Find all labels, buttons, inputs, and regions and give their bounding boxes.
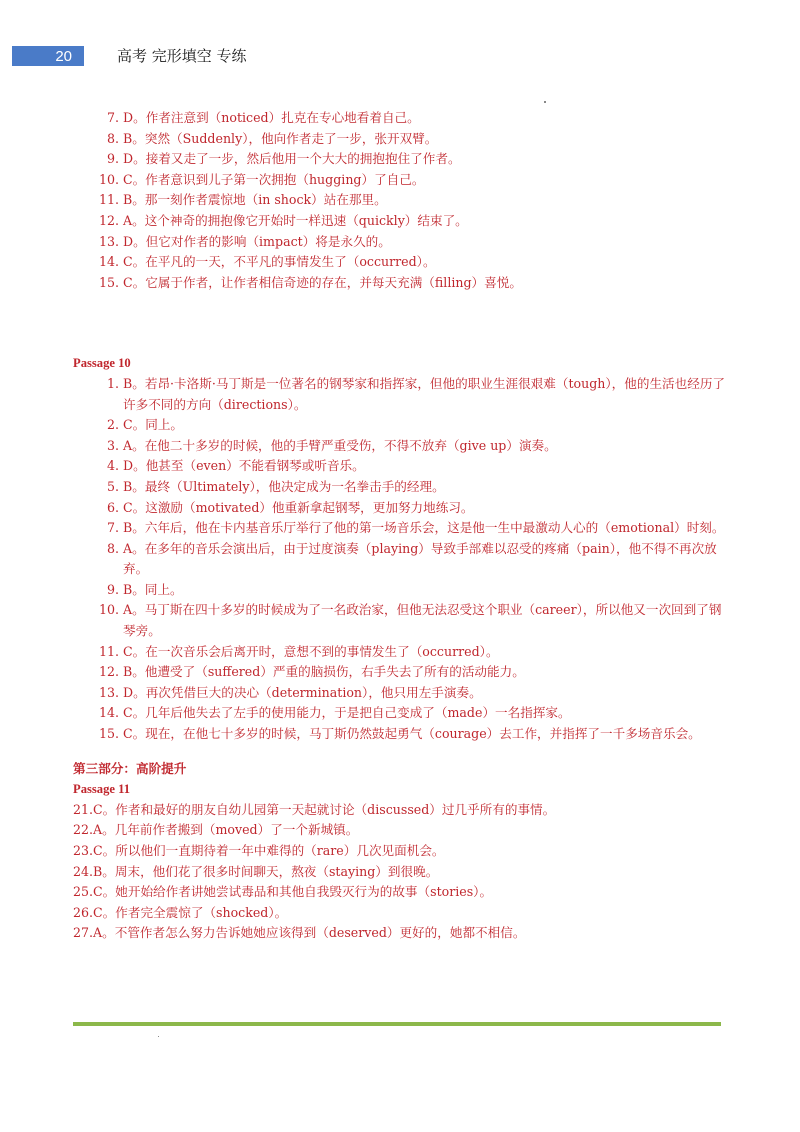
- item-text: D。作者注意到（noticed）扎克在专心地看着自己。: [123, 110, 420, 125]
- answer-item: [73, 703, 733, 724]
- item-text: B。若昂·卡洛斯·马丁斯是一位著名的钢琴家和指挥家，但他的职业生涯很艰难（tough），他的生活也经历了许多不同的方向（directions）。: [123, 375, 726, 412]
- answer-item: [73, 662, 733, 683]
- item-text: C。作者和最好的朋友自幼儿园第一天起就讨论（discussed）过几乎所有的事情。: [93, 801, 556, 817]
- answer-item: [73, 170, 733, 191]
- item-number: 13.: [98, 233, 119, 249]
- answer-item: [73, 232, 733, 253]
- item-number: 7.: [106, 520, 119, 536]
- answer-item: [73, 415, 733, 436]
- item-number: 7.: [106, 110, 119, 125]
- section-3-title: 第三部分：高阶提升: [73, 760, 187, 776]
- item-text: D。接着又走了一步，然后他用一个大大的拥抱抱住了作者。: [123, 151, 461, 167]
- item-text: C。这激励（motivated）他重新拿起钢琴，更加努力地练习。: [123, 499, 474, 515]
- item-number: 11.: [98, 192, 119, 208]
- passage-10-answers: [73, 374, 733, 745]
- answer-item: [73, 642, 733, 663]
- item-text: D。他甚至（even）不能看钢琴或听音乐。: [123, 458, 365, 474]
- item-number: 21.: [73, 801, 94, 817]
- answer-item: [73, 374, 733, 415]
- item-number: 9.: [106, 581, 119, 597]
- item-number: 8.: [106, 130, 119, 146]
- answer-item: [73, 600, 733, 641]
- item-text: C。几年后他失去了左手的使用能力，于是把自己变成了（made）一名指挥家。: [123, 705, 571, 721]
- item-text: A。马丁斯在四十多岁的时候成为了一名政治家，但他无法忍受这个职业（career），所以他又一次回到了钢琴旁。: [123, 602, 722, 639]
- item-text: A。这个神奇的拥抱像它开始时一样迅速（quickly）结束了。: [123, 212, 468, 228]
- item-text: B。六年后，他在卡内基音乐厅举行了他的第一场音乐会，这是他一生中最激动人心的（emotional）时刻。: [123, 520, 725, 536]
- item-number: 10.: [98, 602, 119, 618]
- item-number: 24.: [73, 863, 94, 879]
- item-text: A。几年前作者搬到（moved）了一个新城镇。: [93, 822, 359, 838]
- item-text: B。同上。: [123, 581, 183, 597]
- item-number: 22.: [73, 822, 94, 838]
- item-text: B。最终（Ultimately），他决定成为一名拳击手的经理。: [123, 478, 445, 494]
- answer-item: [73, 862, 733, 883]
- item-text: C。在一次音乐会后离开时，意想不到的事情发生了（occurred）。: [123, 643, 499, 659]
- answer-item: [73, 903, 733, 924]
- item-number: 14.: [98, 254, 119, 270]
- answer-item: [73, 190, 733, 211]
- answer-item: [73, 108, 733, 129]
- item-text: B。周末，他们花了很多时间聊天，熬夜（staying）到很晚。: [93, 863, 439, 879]
- page-number-badge: [12, 46, 84, 66]
- item-number: 23.: [73, 843, 94, 858]
- item-number: 2.: [106, 417, 119, 433]
- answer-item: [73, 841, 733, 862]
- page-number: 20: [55, 47, 72, 65]
- item-number: 13.: [98, 684, 119, 700]
- item-text: C。作者意识到儿子第一次拥抱（hugging）了自己。: [123, 171, 425, 187]
- item-text: B。那一刻作者震惊地（in shock）站在那里。: [123, 192, 387, 208]
- item-number: 9.: [106, 151, 119, 167]
- item-text: A。在多年的音乐会演出后，由于过度演奏（playing）导致手部难以忍受的疼痛（pain），他不得不再次放弃。: [123, 540, 717, 577]
- answer-item: [73, 129, 733, 150]
- answer-item: [73, 273, 733, 294]
- item-number: 6.: [106, 499, 119, 515]
- answer-item: [73, 477, 733, 498]
- answer-item: [73, 820, 733, 841]
- answer-list-continued: [73, 108, 733, 293]
- answer-item: [73, 518, 733, 539]
- item-text: D。但它对作者的影响（impact）将是永久的。: [123, 233, 391, 249]
- item-text: C。她开始给作者讲她尝试毒品和其他自我毁灭行为的故事（stories）。: [93, 884, 493, 900]
- item-number: 1.: [106, 375, 119, 391]
- item-text: D。再次凭借巨大的决心（determination），他只用左手演奏。: [123, 684, 482, 700]
- item-number: 12.: [98, 212, 119, 228]
- answer-item: [73, 724, 733, 745]
- answer-item: [73, 211, 733, 232]
- passage-11-answers: [73, 800, 733, 944]
- answer-item: [73, 683, 733, 704]
- item-number: 3.: [106, 437, 119, 453]
- item-number: 11.: [98, 643, 119, 659]
- item-number: 14.: [98, 705, 119, 721]
- item-text: B。他遭受了（suffered）严重的脑损伤，右手失去了所有的活动能力。: [123, 664, 525, 680]
- item-text: C。同上。: [123, 417, 184, 433]
- answer-content: [73, 108, 733, 944]
- item-number: 15.: [98, 726, 119, 742]
- item-number: 15.: [98, 274, 119, 290]
- answer-item: [73, 539, 733, 580]
- answer-item: [73, 580, 733, 601]
- item-number: 12.: [98, 664, 119, 680]
- item-number: 25.: [73, 884, 94, 900]
- item-number: 8.: [106, 540, 119, 556]
- item-text: C。在平凡的一天，不平凡的事情发生了（occurred）。: [123, 254, 436, 270]
- item-text: C。所以他们一直期待着一年中难得的（rare）几次见面机会。: [93, 843, 445, 858]
- item-text: A。不管作者怎么努力告诉她她应该得到（deserved）更好的，她都不相信。: [93, 925, 526, 941]
- item-number: 27.: [73, 925, 94, 941]
- scan-dot: [544, 101, 546, 103]
- item-number: 5.: [106, 478, 119, 494]
- answer-item: [73, 800, 733, 821]
- answer-item: [73, 436, 733, 457]
- scan-dot: [158, 1036, 159, 1037]
- item-text: C。现在，在他七十多岁的时候，马丁斯仍然鼓起勇气（courage）去工作，并指挥了一千多场音乐会。: [123, 726, 701, 742]
- item-text: B。突然（Suddenly），他向作者走了一步，张开双臂。: [123, 130, 438, 146]
- passage-10-title: Passage 10: [73, 356, 131, 371]
- footer-rule: [73, 1022, 721, 1026]
- answer-item: [73, 923, 733, 944]
- item-text: C。作者完全震惊了（shocked）。: [93, 904, 288, 920]
- running-title: 高考 完形填空 专练: [117, 47, 247, 65]
- answer-item: [73, 149, 733, 170]
- item-number: 4.: [106, 458, 119, 474]
- item-number: 26.: [73, 904, 94, 920]
- answer-item: [73, 498, 733, 519]
- answer-item: [73, 252, 733, 273]
- item-text: A。在他二十多岁的时候，他的手臂严重受伤，不得不放弃（give up）演奏。: [123, 437, 557, 453]
- answer-item: [73, 882, 733, 903]
- item-text: C。它属于作者，让作者相信奇迹的存在，并每天充满（filling）喜悦。: [123, 274, 522, 290]
- passage-11-title: Passage 11: [73, 782, 131, 797]
- answer-item: [73, 456, 733, 477]
- item-number: 10.: [98, 171, 119, 187]
